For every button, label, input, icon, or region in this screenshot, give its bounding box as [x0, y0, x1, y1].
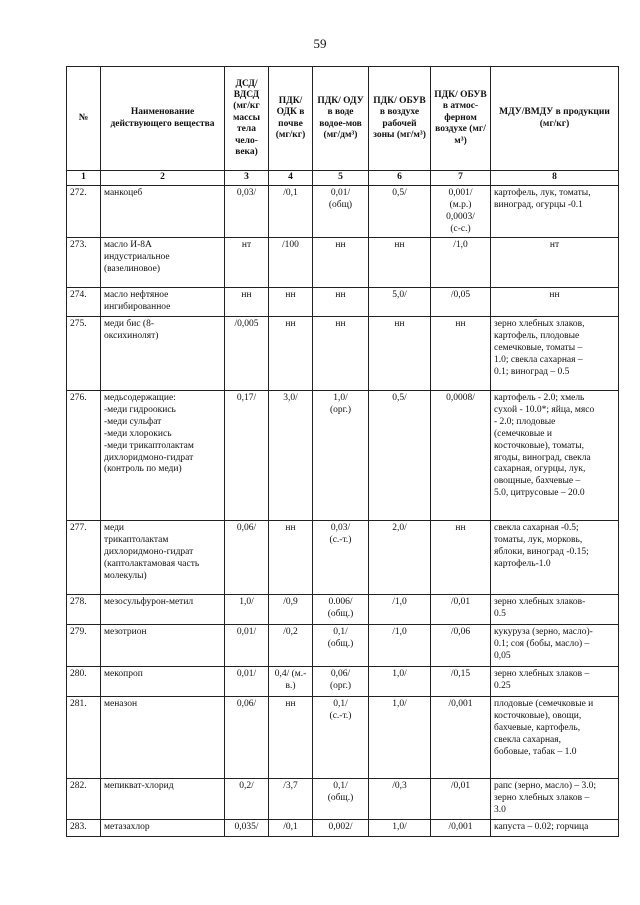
atm-air-value: /0,01: [431, 779, 491, 820]
water-value: 1,0/ (орг.): [313, 391, 369, 521]
soil-value: 0,4/ (м.-в.): [269, 667, 313, 697]
header-mdu: МДУ/ВМДУ в продукции (мг/кг): [491, 67, 619, 171]
column-number: 8: [491, 171, 619, 186]
scan-mark: .: [102, 772, 104, 781]
row-number: 275.: [67, 317, 101, 391]
dsd-value: 0,035/: [225, 819, 269, 836]
work-air-value: 5,0/: [369, 288, 431, 317]
water-value: нн: [313, 288, 369, 317]
mdu-value: нн: [491, 288, 619, 317]
row-number: 281.: [67, 697, 101, 779]
work-air-value: 1,0/: [369, 697, 431, 779]
soil-value: /3,7: [269, 779, 313, 820]
row-number: 282.: [67, 779, 101, 820]
dsd-value: /0,005: [225, 317, 269, 391]
table-row: [67, 625, 619, 667]
header-row: [67, 67, 619, 171]
row-number: 272.: [67, 185, 101, 238]
column-number: 1: [67, 171, 101, 186]
soil-value: нн: [269, 697, 313, 779]
atm-air-value: нн: [431, 317, 491, 391]
substance-name: мезосульфурон-метил: [101, 595, 225, 625]
water-value: 0,03/ (с.-т.): [313, 521, 369, 595]
soil-value: нн: [269, 317, 313, 391]
header-substance-name: Наименование действующего вещества: [101, 67, 225, 171]
soil-value: нн: [269, 521, 313, 595]
row-number: 274.: [67, 288, 101, 317]
header-soil: ПДК/ ОДК в почве (мг/кг): [269, 67, 313, 171]
header-dsd: ДСД/ ВДСД (мг/кг массы тела чело-века): [225, 67, 269, 171]
atm-air-value: /0,001: [431, 819, 491, 836]
atm-air-value: /0,15: [431, 667, 491, 697]
row-number: 279.: [67, 625, 101, 667]
column-number: 5: [313, 171, 369, 186]
work-air-value: 1,0/: [369, 667, 431, 697]
row-number: 283.: [67, 819, 101, 836]
dsd-value: 1,0/: [225, 595, 269, 625]
atm-air-value: /0,05: [431, 288, 491, 317]
mdu-value: нт: [491, 238, 619, 288]
work-air-value: /1,0: [369, 595, 431, 625]
header-water: ПДК/ ОДУ в воде водое-мов (мг/дм³): [313, 67, 369, 171]
soil-value: /0,1: [269, 185, 313, 238]
table-row: [67, 779, 619, 820]
work-air-value: /0,3: [369, 779, 431, 820]
row-number: 280.: [67, 667, 101, 697]
table-row: [67, 391, 619, 521]
table-row: [67, 667, 619, 697]
substance-name: метазахлор: [101, 819, 225, 836]
mdu-value: рапс (зерно, масло) – 3.0; зерно хлебных злаков – 3.0: [491, 779, 619, 820]
table-row: [67, 185, 619, 238]
work-air-value: нн: [369, 317, 431, 391]
work-air-value: /1,0: [369, 625, 431, 667]
table-row: [67, 521, 619, 595]
work-air-value: 2,0/: [369, 521, 431, 595]
water-value: 0,002/: [313, 819, 369, 836]
water-value: 0,1/ (общ.): [313, 625, 369, 667]
dsd-value: 0,06/: [225, 697, 269, 779]
column-number: 7: [431, 171, 491, 186]
dsd-value: 0,03/: [225, 185, 269, 238]
water-value: 0,1/ (общ.): [313, 779, 369, 820]
dsd-value: 0,06/: [225, 521, 269, 595]
soil-value: /0,1: [269, 819, 313, 836]
soil-value: 3,0/: [269, 391, 313, 521]
column-number: 6: [369, 171, 431, 186]
substance-name: меди трикаптолактам дихлоридмоно-гидрат (каптолактамовая часть молекулы): [101, 521, 225, 595]
page-number: 59: [313, 36, 327, 51]
table-row: [67, 697, 619, 779]
column-number: 3: [225, 171, 269, 186]
dsd-value: 0,01/: [225, 625, 269, 667]
column-number: 4: [269, 171, 313, 186]
substances-table: [66, 66, 619, 837]
mdu-value: картофель, лук, томаты, виноград, огурцы -0.1: [491, 185, 619, 238]
header-number: №: [67, 67, 101, 171]
table-row: [67, 819, 619, 836]
substance-name: меназон: [101, 697, 225, 779]
work-air-value: 1,0/: [369, 819, 431, 836]
dsd-value: 0,17/: [225, 391, 269, 521]
work-air-value: 0,5/: [369, 391, 431, 521]
table-row: [67, 317, 619, 391]
header-atm-air: ПДК/ ОБУВ в атмос-ферном воздухе (мг/м³): [431, 67, 491, 171]
dsd-value: 0,01/: [225, 667, 269, 697]
atm-air-value: /0,06: [431, 625, 491, 667]
row-number: 273.: [67, 238, 101, 288]
water-value: 0,06/ (орг.): [313, 667, 369, 697]
substance-name: мезотрион: [101, 625, 225, 667]
row-number: 278.: [67, 595, 101, 625]
substance-name: медьсодержащие: -меди гидроокись -меди сульфат -меди хлорокись -меди трикаптолактам дихлоридмоно-гидрат (контроль по меди): [101, 391, 225, 521]
row-number: 276.: [67, 391, 101, 521]
dsd-value: нн: [225, 288, 269, 317]
water-value: 0,01/ (общ): [313, 185, 369, 238]
mdu-value: свекла сахарная -0.5; томаты, лук, морковь, яблоки, виноград -0.15; картофель-1.0: [491, 521, 619, 595]
soil-value: /0,2: [269, 625, 313, 667]
soil-value: /100: [269, 238, 313, 288]
water-value: 0,1/ (с.-т.): [313, 697, 369, 779]
soil-value: нн: [269, 288, 313, 317]
table-row: [67, 238, 619, 288]
row-number: 277.: [67, 521, 101, 595]
header-work-air: ПДК/ ОБУВ в воздухе рабочей зоны (мг/м³): [369, 67, 431, 171]
work-air-value: 0,5/: [369, 185, 431, 238]
mdu-value: зерно хлебных злаков – 0.25: [491, 667, 619, 697]
mdu-value: плодовые (семечковые и косточковые), овощи, бахчевые, картофель, свекла сахарная, бобовые, табак – 1.0: [491, 697, 619, 779]
substance-name: мепикват-хлорид: [101, 779, 225, 820]
atm-air-value: /0,001: [431, 697, 491, 779]
mdu-value: зерно хлебных злаков, картофель, плодовые семечковые, томаты – 1.0; свекла сахарная – 0.1; виноград – 0.5: [491, 317, 619, 391]
soil-value: /0,9: [269, 595, 313, 625]
mdu-value: зерно хлебных злаков- 0.5: [491, 595, 619, 625]
column-number-row: [67, 171, 619, 186]
mdu-value: кукуруза (зерно, масло)- 0.1; соя (бобы, масло) – 0,05: [491, 625, 619, 667]
table-row: [67, 288, 619, 317]
dsd-value: 0,2/: [225, 779, 269, 820]
water-value: 0.006/ (общ.): [313, 595, 369, 625]
table-row: [67, 595, 619, 625]
work-air-value: нн: [369, 238, 431, 288]
dsd-value: нт: [225, 238, 269, 288]
mdu-value: капуста – 0.02; горчица: [491, 819, 619, 836]
water-value: нн: [313, 317, 369, 391]
atm-air-value: 0,0008/: [431, 391, 491, 521]
water-value: нн: [313, 238, 369, 288]
substance-name: меди бис (8- оксихинолят): [101, 317, 225, 391]
substance-name: масло нефтяное ингибированное: [101, 288, 225, 317]
atm-air-value: нн: [431, 521, 491, 595]
mdu-value: картофель - 2.0; хмель сухой - 10.0*; яйца, мясо - 2.0; плодовые (семечковые и косточковые), томаты, ягоды, виноград, свекла сахарная, огурцы, лук, овощные, бахчевые – 5.0, цитрусовые – 20.0: [491, 391, 619, 521]
atm-air-value: /0,01: [431, 595, 491, 625]
substance-name: масло И-8А индустриальное (вазелиновое): [101, 238, 225, 288]
substance-name: мекопроп: [101, 667, 225, 697]
substance-name: манкоцеб: [101, 185, 225, 238]
atm-air-value: 0,001/ (м.р.) 0,0003/ (с-с.): [431, 185, 491, 238]
column-number: 2: [101, 171, 225, 186]
atm-air-value: /1,0: [431, 238, 491, 288]
